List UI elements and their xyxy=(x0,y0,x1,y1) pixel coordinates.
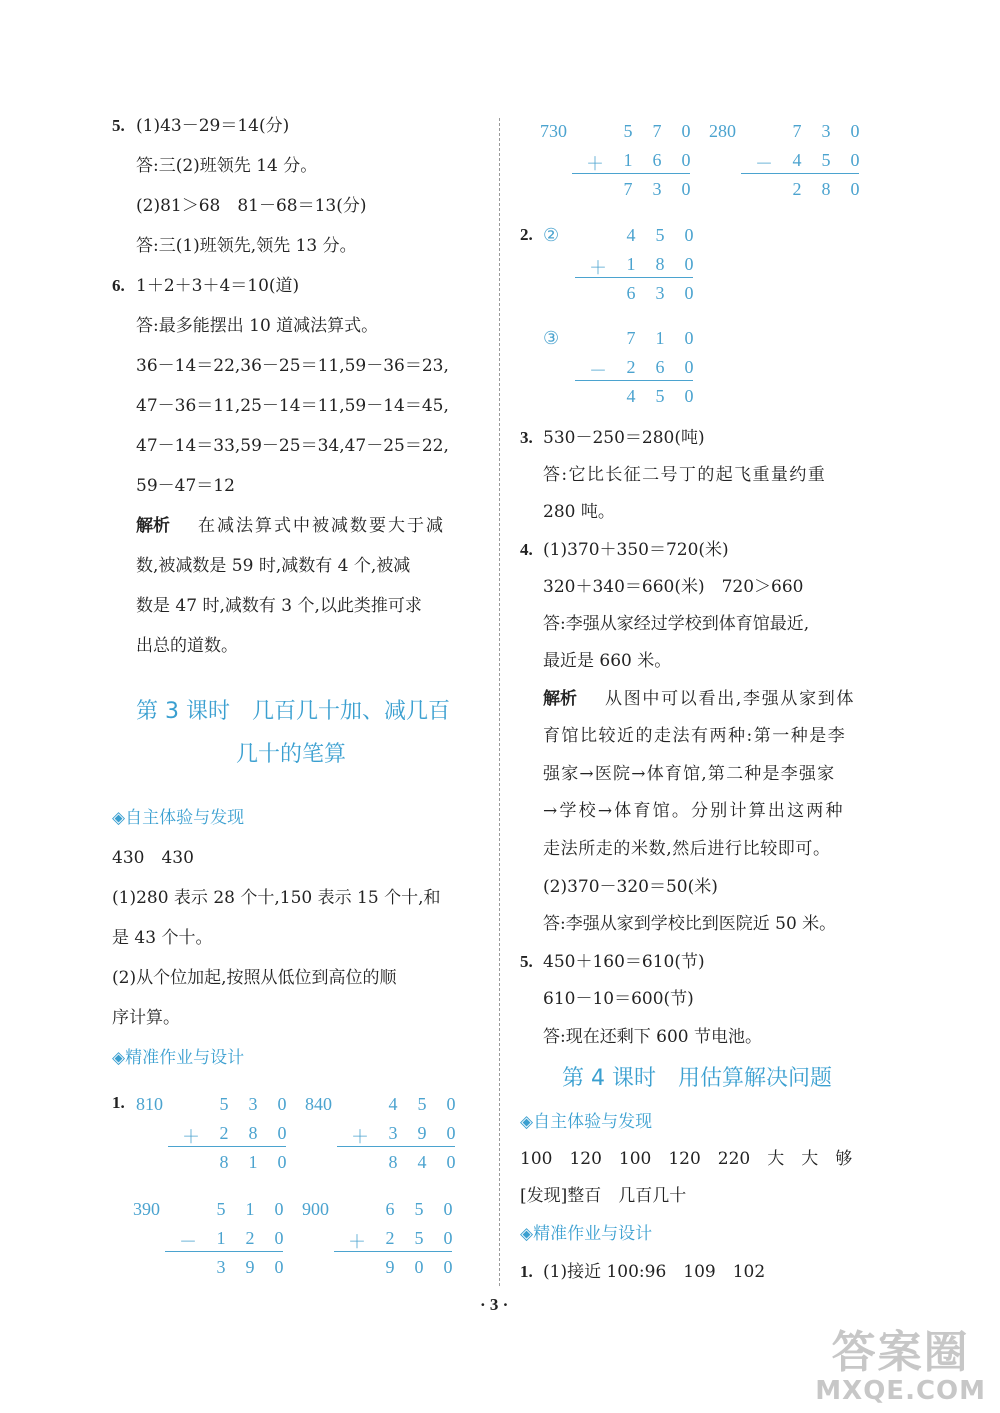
top-digit: 1 xyxy=(245,1199,255,1219)
bottom-digit: 8 xyxy=(248,1123,258,1143)
lesson3-q1-number: 1. xyxy=(112,1093,125,1112)
lesson3-answer3: 是 43 个十。 xyxy=(112,928,213,948)
lesson4-q1-number: 1. xyxy=(520,1262,533,1281)
top-digit: 7 xyxy=(626,328,636,348)
bottom-digit: 1 xyxy=(623,150,633,170)
lesson3-answer1: 430 430 xyxy=(112,848,194,868)
page-number: · 3 · xyxy=(480,1295,509,1314)
bottom-digit: 5 xyxy=(821,150,831,170)
q6-analysis-label: 解析 xyxy=(136,516,170,536)
result-digit: 0 xyxy=(684,283,694,303)
q4-line5: (2)370－320＝50(米) xyxy=(543,877,718,897)
calc-rule-line xyxy=(337,1146,455,1147)
q5-number: 5. xyxy=(112,116,125,135)
lesson3-title-line1: 第 3 课时 几百几十加、减几百 xyxy=(136,699,450,724)
q3-number: 3. xyxy=(520,428,533,447)
bottom-digit: 1 xyxy=(626,254,636,274)
q5-right-line2: 610－10＝600(节) xyxy=(543,989,694,1009)
q4-line2: 320＋340＝660(米) 720＞660 xyxy=(543,577,804,597)
section-self-experience: ◈自主体验与发现 xyxy=(112,808,245,828)
top-digit: 5 xyxy=(216,1199,226,1219)
top-digit: 5 xyxy=(219,1094,229,1114)
result-digit: 4 xyxy=(626,386,636,406)
bottom-digit: 2 xyxy=(219,1123,229,1143)
q3-line3: 280 吨。 xyxy=(543,502,615,522)
top-digit: 0 xyxy=(850,121,860,141)
q6-analysis-line1: 在减法算式中被减数要大于减 xyxy=(198,516,445,536)
top-digit: 5 xyxy=(417,1094,427,1114)
q3-line2: 答:它比长征二号丁的起飞重量约重 xyxy=(543,465,827,485)
calc-rule-line xyxy=(334,1251,452,1252)
bottom-digit: 0 xyxy=(850,150,860,170)
q5-line1: (1)43－29＝14(分) xyxy=(136,116,290,136)
result-digit: 5 xyxy=(655,386,665,406)
bottom-digit: 2 xyxy=(626,357,636,377)
result-digit: 0 xyxy=(446,1152,456,1172)
q2-number: 2. xyxy=(520,225,533,244)
top-digit: 3 xyxy=(248,1094,258,1114)
calc-rule-line xyxy=(575,380,693,381)
lesson4-answer1: 100 120 100 120 220 大 大 够 xyxy=(520,1149,853,1169)
calc-answer-label: 900 xyxy=(302,1199,329,1219)
q5-line2: 答:三(2)班领先 14 分。 xyxy=(136,156,318,176)
watermark-logo-text: 答案圈 xyxy=(831,1327,970,1378)
result-digit: 8 xyxy=(219,1152,229,1172)
q4-analysis-label: 解析 xyxy=(543,689,577,709)
q3-line1: 530－250＝280(吨) xyxy=(543,428,705,448)
top-digit: 0 xyxy=(446,1094,456,1114)
top-digit: 4 xyxy=(388,1094,398,1114)
q4-analysis-line5: 走法所走的米数,然后进行比较即可。 xyxy=(543,839,831,859)
top-digit: 5 xyxy=(655,225,665,245)
q5-line4: 答:三(1)班领先,领先 13 分。 xyxy=(136,236,357,256)
bottom-digit: 2 xyxy=(245,1228,255,1248)
top-digit: 0 xyxy=(684,225,694,245)
q6-analysis-line2: 数,被减数是 59 时,减数有 4 个,被减 xyxy=(136,556,411,576)
bottom-digit: 5 xyxy=(414,1228,424,1248)
top-digit: 5 xyxy=(623,121,633,141)
calc-operator: － xyxy=(589,361,607,381)
q6-line3: 36－14＝22,36－25＝11,59－36＝23, xyxy=(136,356,449,376)
result-digit: 3 xyxy=(216,1257,226,1277)
section-precise-homework-2: ◈精准作业与设计 xyxy=(520,1224,653,1244)
result-digit: 0 xyxy=(443,1257,453,1277)
bottom-digit: 0 xyxy=(274,1228,284,1248)
q6-line1: 1＋2＋3＋4＝10(道) xyxy=(136,276,300,296)
section-self-experience-2: ◈自主体验与发现 xyxy=(520,1112,653,1132)
q4-analysis-line3: 强家→医院→体育馆,第二种是李强家 xyxy=(543,764,836,784)
q5-line3: (2)81＞68 81－68＝13(分) xyxy=(136,196,367,216)
q6-number: 6. xyxy=(112,276,125,295)
bottom-digit: 0 xyxy=(277,1123,287,1143)
result-digit: 4 xyxy=(417,1152,427,1172)
bottom-digit: 0 xyxy=(681,150,691,170)
q4-number: 4. xyxy=(520,540,533,559)
q4-line6: 答:李强从家到学校比到医院近 50 米。 xyxy=(543,914,837,934)
q4-line4: 最近是 660 米。 xyxy=(543,651,672,671)
calc-rule-line xyxy=(572,173,690,174)
top-digit: 0 xyxy=(274,1199,284,1219)
bottom-digit: 2 xyxy=(385,1228,395,1248)
bottom-digit: 0 xyxy=(443,1228,453,1248)
calc-answer-label: 280 xyxy=(709,121,736,141)
top-digit: 6 xyxy=(385,1199,395,1219)
result-digit: 8 xyxy=(388,1152,398,1172)
top-digit: 5 xyxy=(414,1199,424,1219)
result-digit: 0 xyxy=(681,179,691,199)
result-digit: 2 xyxy=(792,179,802,199)
q6-analysis-line4: 出总的道数。 xyxy=(136,636,238,656)
lesson4-title: 第 4 课时 用估算解决问题 xyxy=(562,1066,832,1091)
top-digit: 0 xyxy=(277,1094,287,1114)
lesson3-answer2: (1)280 表示 28 个十,150 表示 15 个十,和 xyxy=(112,888,441,908)
bottom-digit: 8 xyxy=(655,254,665,274)
result-digit: 8 xyxy=(821,179,831,199)
calc-operator: － xyxy=(179,1232,197,1252)
result-digit: 9 xyxy=(245,1257,255,1277)
calc-answer-label: 390 xyxy=(133,1199,160,1219)
top-digit: 7 xyxy=(792,121,802,141)
q4-line3: 答:李强从家经过学校到体育馆最近, xyxy=(543,614,810,634)
top-digit: 0 xyxy=(443,1199,453,1219)
q6-line4: 47－36＝11,25－14＝11,59－14＝45, xyxy=(136,396,449,416)
q5-right-line1: 450＋160＝610(节) xyxy=(543,952,705,972)
calc-rule-line xyxy=(165,1251,283,1252)
calc-rule-line xyxy=(168,1146,286,1147)
bottom-digit: 0 xyxy=(684,254,694,274)
q4-line1: (1)370＋350＝720(米) xyxy=(543,540,729,560)
q4-analysis-line1: 从图中可以看出,李强从家到体 xyxy=(605,689,856,709)
q6-analysis-line3: 数是 47 时,减数有 3 个,以此类推可求 xyxy=(136,596,422,616)
bottom-digit: 0 xyxy=(446,1123,456,1143)
calc-operator: ＋ xyxy=(589,258,607,278)
result-digit: 3 xyxy=(655,283,665,303)
bottom-digit: 0 xyxy=(684,357,694,377)
q4-analysis-line2: 育馆比较近的走法有两种:第一种是李 xyxy=(543,726,847,746)
lesson3-title-line2: 几十的笔算 xyxy=(236,742,347,767)
calc-answer-label: 840 xyxy=(305,1094,332,1114)
bottom-digit: 3 xyxy=(388,1123,398,1143)
calc-answer-label: 730 xyxy=(540,121,567,141)
q4-analysis-line4: →学校→体育馆。分别计算出这两种 xyxy=(543,801,845,821)
result-digit: 0 xyxy=(277,1152,287,1172)
column-divider xyxy=(499,118,500,1286)
top-digit: 4 xyxy=(626,225,636,245)
result-digit: 0 xyxy=(274,1257,284,1277)
result-digit: 9 xyxy=(385,1257,395,1277)
top-digit: 3 xyxy=(821,121,831,141)
calc-operator: ＋ xyxy=(586,154,604,174)
top-digit: 0 xyxy=(684,328,694,348)
result-digit: 0 xyxy=(684,386,694,406)
lesson3-answer5: 序计算。 xyxy=(112,1008,180,1028)
top-digit: 1 xyxy=(655,328,665,348)
section-precise-homework: ◈精准作业与设计 xyxy=(112,1048,245,1068)
lesson4-answer2: [发现]整百 几百几十 xyxy=(520,1186,687,1206)
q6-line5: 47－14＝33,59－25＝34,47－25＝22, xyxy=(136,436,449,456)
top-digit: 0 xyxy=(681,121,691,141)
top-digit: 7 xyxy=(652,121,662,141)
bottom-digit: 9 xyxy=(417,1123,427,1143)
watermark-url: MXQE.COM xyxy=(815,1376,986,1406)
lesson3-answer4: (2)从个位加起,按照从低位到高位的顺 xyxy=(112,968,397,988)
calc-answer-label: ② xyxy=(543,225,560,246)
result-digit: 0 xyxy=(414,1257,424,1277)
calc-operator: ＋ xyxy=(182,1127,200,1147)
calc-answer-label: ③ xyxy=(543,328,560,349)
bottom-digit: 6 xyxy=(655,357,665,377)
calc-rule-line xyxy=(741,173,859,174)
q5-right-line3: 答:现在还剩下 600 节电池。 xyxy=(543,1027,762,1047)
result-digit: 1 xyxy=(248,1152,258,1172)
result-digit: 3 xyxy=(652,179,662,199)
calc-rule-line xyxy=(575,277,693,278)
calc-operator: ＋ xyxy=(348,1232,366,1252)
result-digit: 0 xyxy=(850,179,860,199)
bottom-digit: 4 xyxy=(792,150,802,170)
q6-line2: 答:最多能摆出 10 道减法算式。 xyxy=(136,316,379,336)
calc-operator: － xyxy=(755,154,773,174)
q5-right-number: 5. xyxy=(520,952,533,971)
lesson4-q1-line1: (1)接近 100:96 109 102 xyxy=(543,1262,766,1282)
bottom-digit: 6 xyxy=(652,150,662,170)
result-digit: 6 xyxy=(626,283,636,303)
calc-operator: ＋ xyxy=(351,1127,369,1147)
watermark xyxy=(815,1329,986,1405)
q6-line6: 59－47＝12 xyxy=(136,476,235,496)
calc-answer-label: 810 xyxy=(136,1094,163,1114)
result-digit: 7 xyxy=(623,179,633,199)
bottom-digit: 1 xyxy=(216,1228,226,1248)
